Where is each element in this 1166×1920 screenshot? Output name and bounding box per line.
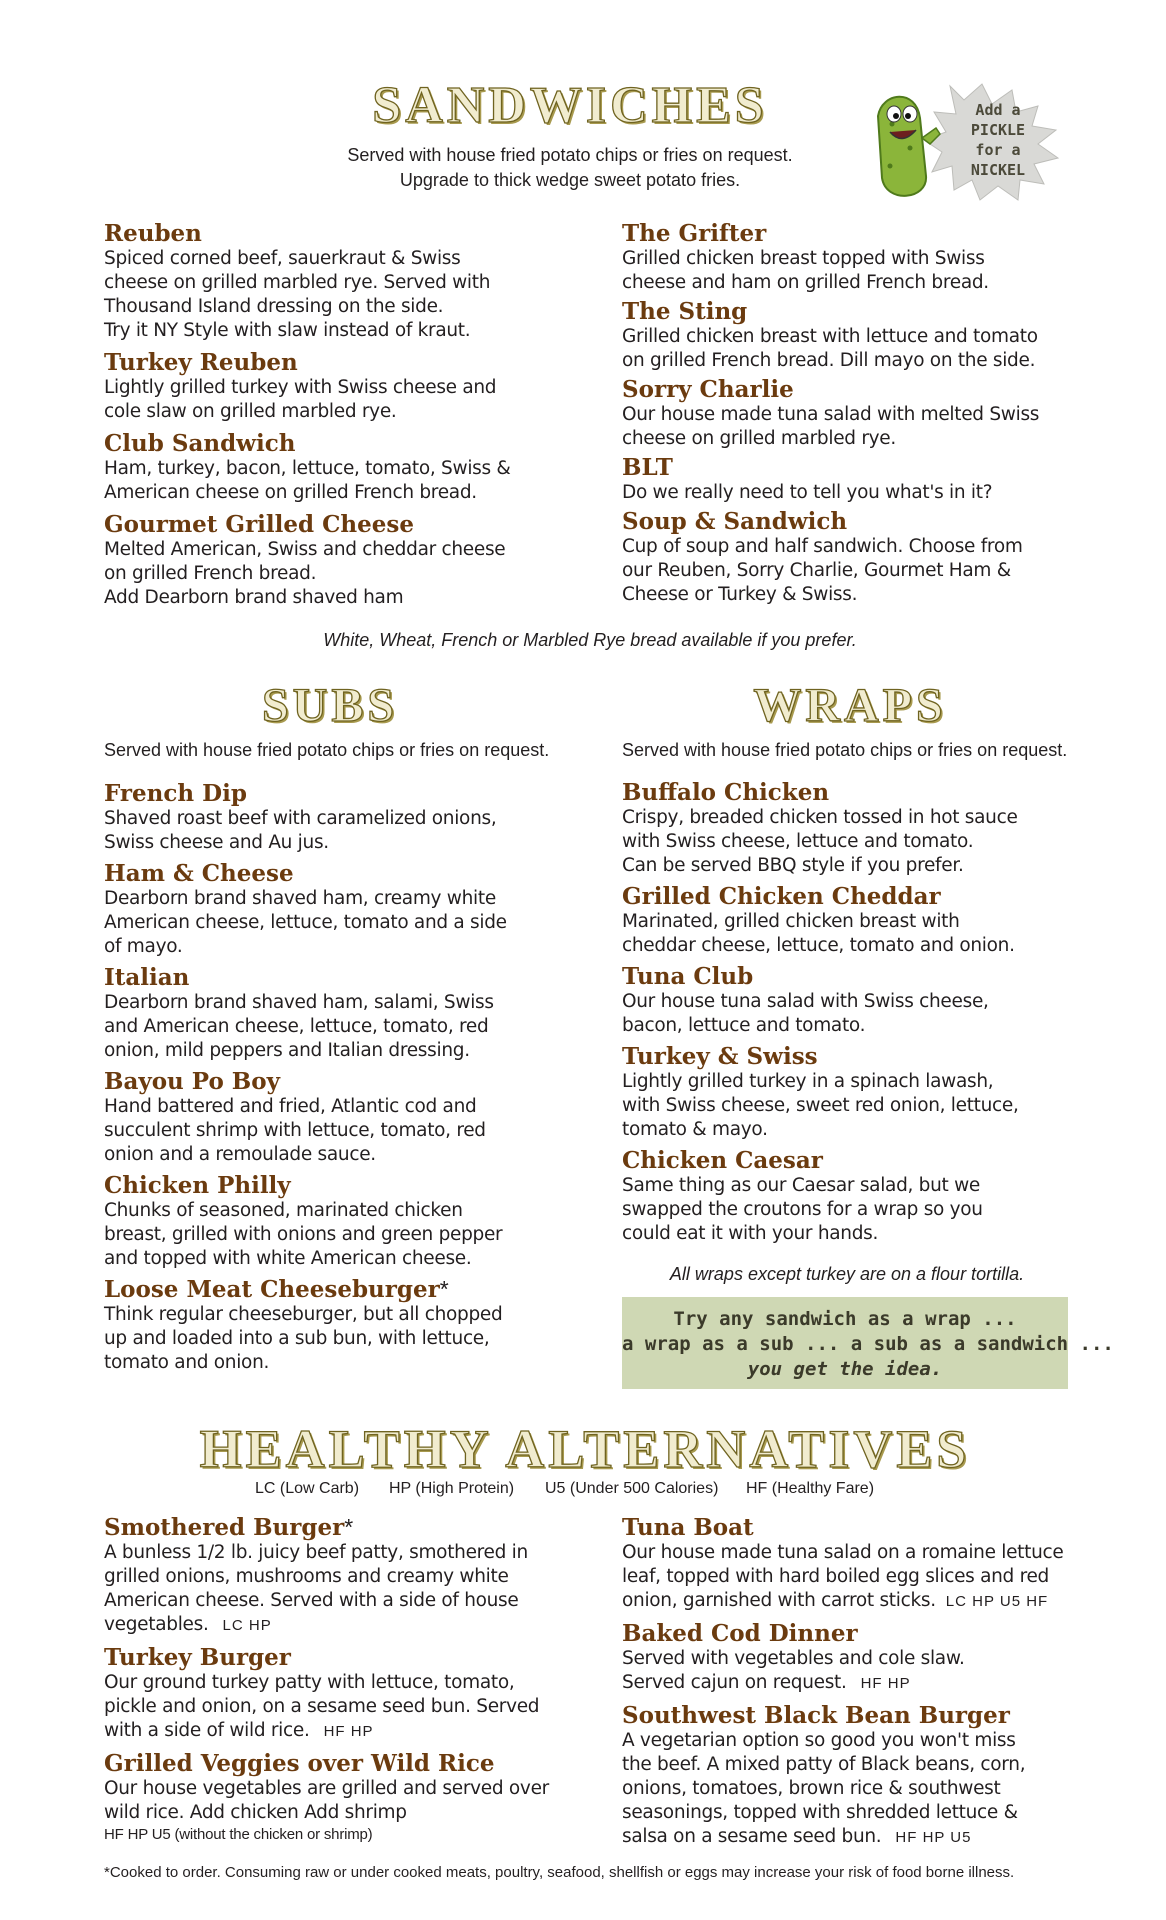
dietary-tags: HF HP (860, 1675, 911, 1692)
item-name-text: Loose Meat Cheeseburger (104, 1276, 440, 1303)
menu-item (622, 1514, 1092, 1614)
legend-item-u5: U5 (Under 500 Calories) (545, 1480, 719, 1497)
item-name: Bayou Po Boy (104, 1068, 280, 1095)
item-description (622, 1729, 1092, 1850)
legend-item-hf: HF (Healthy Fare) (746, 1480, 875, 1497)
item-name: Turkey Burger (104, 1644, 291, 1671)
item-description: Grilled chicken breast with lettuce and tomato on grilled French bread. Dill mayo on the side. (622, 326, 1038, 371)
menu-item (622, 1620, 1092, 1696)
item-name: Turkey Reuben (104, 349, 298, 376)
item-description (622, 1541, 1092, 1614)
item-description: Dearborn brand shaved ham, salami, Swiss and American cheese, lettuce, tomato, red onion, mild peppers and Italian dressing. (104, 992, 494, 1061)
wraps-title: WRAPS (753, 679, 947, 732)
sandwiches-subtitle (300, 143, 840, 193)
bread-note: White, Wheat, French or Marbled Rye bread available if you prefer. (323, 630, 857, 650)
item-name: Club Sandwich (104, 430, 296, 457)
callout-line: Try any sandwich as a wrap ... (673, 1308, 1017, 1330)
item-name: Tuna Club (622, 963, 754, 990)
item-name: Southwest Black Bean Burger (622, 1702, 1010, 1729)
sandwiches-subtitle-line: Served with house fried potato chips or fries on request. (347, 145, 793, 165)
healthy-left-column (104, 1514, 604, 1845)
callout-line: a wrap as a sub ... a sub as a sandwich ... (622, 1333, 1114, 1355)
pickle-badge-line: for a NICKEL (970, 141, 1026, 179)
item-name: The Grifter (622, 220, 767, 247)
menu-item (104, 511, 584, 610)
item-description: Do we really need to tell you what's in it? (622, 482, 993, 503)
menu-item (104, 1750, 604, 1845)
item-description-text: A bunless 1/2 lb. juicy beef patty, smothered in grilled onions, mushrooms and creamy white American cheese. Served with a side of house vegetables. (104, 1542, 528, 1635)
menu-item (104, 1276, 584, 1375)
item-description-text: Served with vegetables and cole slaw. Served cajun on request. (622, 1648, 965, 1693)
legend-item-lc: LC (Low Carb) (255, 1480, 360, 1497)
sandwiches-right-column (622, 220, 1082, 607)
item-name-text: Smothered Burger (104, 1514, 345, 1541)
menu-item (622, 883, 1092, 958)
item-name (104, 1514, 604, 1541)
item-name: Baked Cod Dinner (622, 1620, 858, 1647)
item-name: The Sting (622, 298, 748, 325)
cooked-to-order-asterisk: * (439, 1276, 449, 1302)
dietary-tags: LC HP (222, 1617, 272, 1634)
menu-item (622, 376, 1082, 451)
menu-item (104, 860, 584, 959)
pickle-badge-line: Add a PICKLE (970, 101, 1026, 139)
item-description: Same thing as our Caesar salad, but we swapped the croutons for a wrap so you could eat it with your hands. (622, 1175, 983, 1244)
item-description: Our house tuna salad with Swiss cheese, bacon, lettuce and tomato. (622, 991, 989, 1036)
cooked-to-order-asterisk: * (344, 1514, 354, 1540)
item-description: Melted American, Swiss and cheddar cheese on grilled French bread. Add Dearborn brand shaved ham (104, 539, 506, 608)
item-name: French Dip (104, 780, 247, 807)
item-name: Grilled Chicken Cheddar (622, 883, 941, 910)
item-description: Lightly grilled turkey with Swiss cheese and cole slaw on grilled marbled rye. (104, 377, 497, 422)
item-name: Chicken Philly (104, 1172, 291, 1199)
dietary-tags: HF HP U5 (895, 1829, 972, 1846)
item-description (104, 1671, 604, 1744)
dietary-tags: HF HP (323, 1723, 374, 1740)
tortilla-note: All wraps except turkey are on a flour tortilla. (669, 1264, 1025, 1284)
menu-item (104, 220, 584, 343)
item-description: Dearborn brand shaved ham, creamy white American cheese, lettuce, tomato and a side of mayo. (104, 888, 507, 957)
item-description: Cup of soup and half sandwich. Choose from our Reuben, Sorry Charlie, Gourmet Ham & Cheese or Turkey & Swiss. (622, 536, 1023, 605)
item-name: Tuna Boat (622, 1514, 754, 1541)
menu-item (622, 298, 1082, 373)
menu-item (622, 1702, 1092, 1850)
item-description: Think regular cheeseburger, but all chopped up and loaded into a sub bun, with lettuce, tomato and onion. (104, 1304, 503, 1373)
item-name: Soup & Sandwich (622, 508, 848, 535)
item-description: Spiced corned beef, sauerkraut & Swiss cheese on grilled marbled rye. Served with Thousand Island dressing on the side. Try it NY Style with slaw instead of kraut. (104, 248, 491, 341)
menu-item (104, 964, 584, 1063)
item-name: Reuben (104, 220, 202, 247)
item-name (104, 1276, 584, 1303)
menu-item (622, 963, 1092, 1038)
item-name: Turkey & Swiss (622, 1043, 818, 1070)
item-description: Lightly grilled turkey in a spinach lawash, with Swiss cheese, sweet red onion, lettuce, tomato & mayo. (622, 1071, 1019, 1140)
menu-item (104, 1644, 604, 1744)
item-name: Grilled Veggies over Wild Rice (104, 1750, 495, 1777)
item-description: Our house made tuna salad with melted Swiss cheese on grilled marbled rye. (622, 404, 1040, 449)
item-description: Ham, turkey, bacon, lettuce, tomato, Swiss & American cheese on grilled French bread. (104, 458, 511, 503)
item-description: Grilled chicken breast topped with Swiss cheese and ham on grilled French bread. (622, 248, 989, 293)
wraps-subtitle: Served with house fried potato chips or fries on request. (622, 740, 1068, 760)
subs-title: SUBS (261, 679, 399, 732)
menu-item (104, 1172, 584, 1271)
menu-item (622, 454, 1082, 505)
sandwiches-title: SANDWICHES (372, 77, 768, 134)
menu-item (622, 1147, 1092, 1246)
legend-item-hp: HP (High Protein) (389, 1480, 515, 1497)
wraps-column (622, 779, 1092, 1246)
item-description-text: A vegetarian option so good you won't miss the beef. A mixed patty of Black beans, corn, onions, tomatoes, brown rice & southwest seasonings, topped with shredded lettuce & salsa on a sesame seed bun. (622, 1730, 1026, 1847)
food-safety-disclaimer: *Cooked to order. Consuming raw or under cooked meats, poultry, seafood, shellfish or eggs may increase your risk of food borne illness. (104, 1864, 1015, 1881)
item-description-text: Our house made tuna salad on a romaine lettuce leaf, topped with hard boiled egg slices and red onion, garnished with carrot sticks. (622, 1542, 1064, 1611)
menu-item (104, 430, 584, 505)
pickle-badge-text (948, 100, 1048, 180)
healthy-alternatives-title: HEALTHY ALTERNATIVES (199, 1419, 971, 1479)
item-description: Our house vegetables are grilled and served over wild rice. Add chicken Add shrimp (104, 1778, 549, 1823)
item-description: Shaved roast beef with caramelized onions, Swiss cheese and Au jus. (104, 808, 497, 853)
item-description: Hand battered and fried, Atlantic cod and succulent shrimp with lettuce, tomato, red onion and a remoulade sauce. (104, 1096, 486, 1165)
menu-item (104, 1068, 584, 1167)
menu-item (104, 349, 584, 424)
item-name: Sorry Charlie (622, 376, 794, 403)
menu-item (622, 508, 1082, 607)
menu-item (104, 780, 584, 855)
subs-column (104, 780, 584, 1375)
menu-item (104, 1514, 604, 1638)
item-description-text: Our ground turkey patty with lettuce, tomato, pickle and onion, on a sesame seed bun. Served with a side of wild rice. (104, 1672, 540, 1741)
item-description: Chunks of seasoned, marinated chicken breast, grilled with onions and green pepper and topped with white American cheese. (104, 1200, 503, 1269)
item-description (622, 1647, 1092, 1696)
sandwiches-left-column (104, 220, 584, 610)
healthy-right-column (622, 1514, 1092, 1850)
subs-subtitle: Served with house fried potato chips or fries on request. (104, 740, 550, 760)
item-name: Gourmet Grilled Cheese (104, 511, 414, 538)
item-description (104, 1541, 604, 1638)
sandwiches-subtitle-line: Upgrade to thick wedge sweet potato fries. (399, 170, 741, 190)
callout-line: you get the idea. (747, 1358, 943, 1380)
menu-item (622, 1043, 1092, 1142)
item-name: Italian (104, 964, 190, 991)
dietary-legend (0, 1480, 1166, 1502)
item-description: Crispy, breaded chicken tossed in hot sauce with Swiss cheese, lettuce and tomato. Can be served BBQ style if you prefer. (622, 807, 1018, 876)
wrap-callout-box (622, 1297, 1114, 1389)
item-name: Chicken Caesar (622, 1147, 823, 1174)
menu-item (622, 779, 1092, 878)
item-name: BLT (622, 454, 673, 481)
dietary-tags: LC HP U5 HF (945, 1593, 1049, 1610)
item-name: Buffalo Chicken (622, 779, 830, 806)
dietary-tags-note: HF HP U5 (without the chicken or shrimp) (104, 1826, 373, 1843)
pickle-badge (860, 78, 1070, 203)
item-name: Ham & Cheese (104, 860, 294, 887)
item-description: Marinated, grilled chicken breast with cheddar cheese, lettuce, tomato and onion. (622, 911, 1015, 956)
menu-item (622, 220, 1082, 295)
